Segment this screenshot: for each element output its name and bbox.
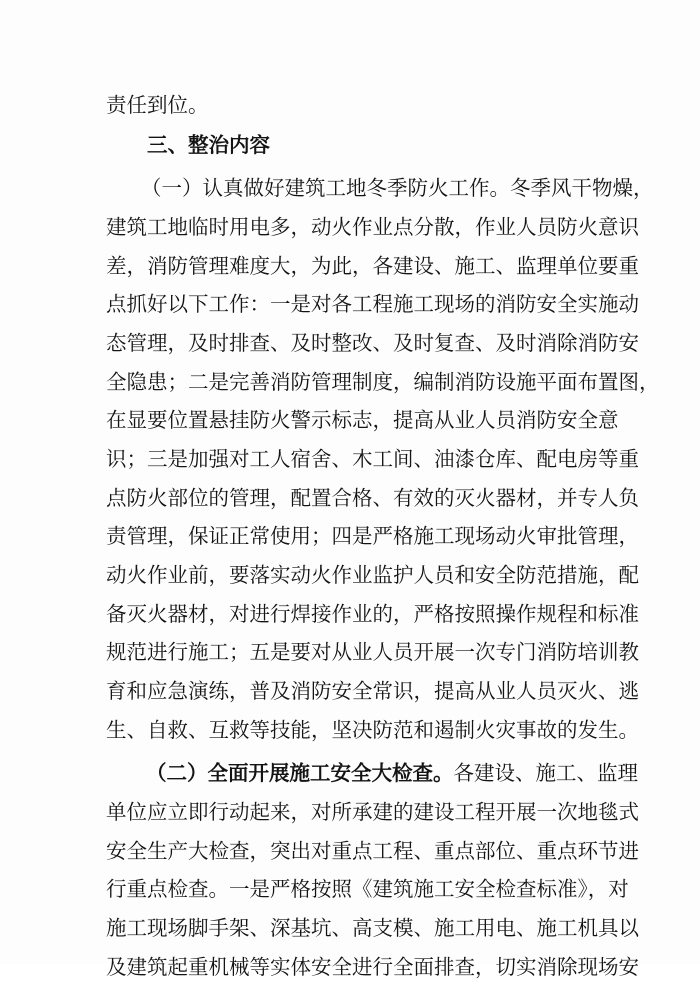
paragraph-text: 各建设、施工、监理 [453,761,638,785]
paragraph-line: 规范进行施工；五是要对从业人员开展一次专门消防培训教 [106,640,639,664]
section-heading: 三、整治内容 [147,133,270,157]
paragraph-line: 安全生产大检查，突出对重点工程、重点部位、重点环节进 [106,839,639,863]
subsection-heading: （二）全面开展施工安全大检查。 [146,761,454,785]
paragraph-line: 责任到位。 [106,93,209,117]
paragraph-line: 识；三是加强对工人宿舍、木工间、油漆仓库、配电房等重 [106,447,639,471]
paragraph-line: 备灭火器材，对进行焊接作业的，严格按照操作规程和标准 [106,602,639,626]
paragraph-line: 及建筑起重机械等实体安全进行全面排查，切实消除现场安 [106,955,639,979]
paragraph-line: 建筑工地临时用电多，动火作业点分散，作业人员防火意识 [106,215,639,239]
paragraph-line: 责管理，保证正常使用；四是严格施工现场动火审批管理， [106,524,639,548]
paragraph-line: （一）认真做好建筑工地冬季防火工作。冬季风干物燥， [141,176,654,200]
paragraph-line: 育和应急演练，普及消防安全常识，提高从业人员灭火、逃 [106,679,639,703]
paragraph-line: 单位应立即行动起来，对所承建的建设工程开展一次地毯式 [106,800,639,824]
paragraph-line-with-heading [146,758,638,788]
paragraph-line: 差，消防管理难度大，为此，各建设、施工、监理单位要重 [106,254,639,278]
paragraph-line: 行重点检查。一是严格按照《建筑施工安全检查标准》，对 [106,877,629,901]
paragraph-line: 动火作业前，要落实动火作业监护人员和安全防范措施，配 [106,563,639,587]
paragraph-line: 点防火部位的管理，配置合格、有效的灭火器材，并专人负 [106,486,639,510]
paragraph-line: 全隐患；二是完善消防管理制度，编制消防设施平面布置图， [106,370,660,394]
paragraph-line: 生、自救、互救等技能，坚决防范和遏制火灾事故的发生。 [106,718,639,742]
paragraph-line: 态管理，及时排查、及时整改、及时复查、及时消除消防安 [106,331,639,355]
paragraph-line: 施工现场脚手架、深基坑、高支模、施工用电、施工机具以 [106,916,639,940]
paragraph-line: 在显要位置悬挂防火警示标志，提高从业人员消防安全意 [106,408,619,432]
paragraph-line: 点抓好以下工作：一是对各工程施工现场的消防安全实施动 [106,292,639,316]
